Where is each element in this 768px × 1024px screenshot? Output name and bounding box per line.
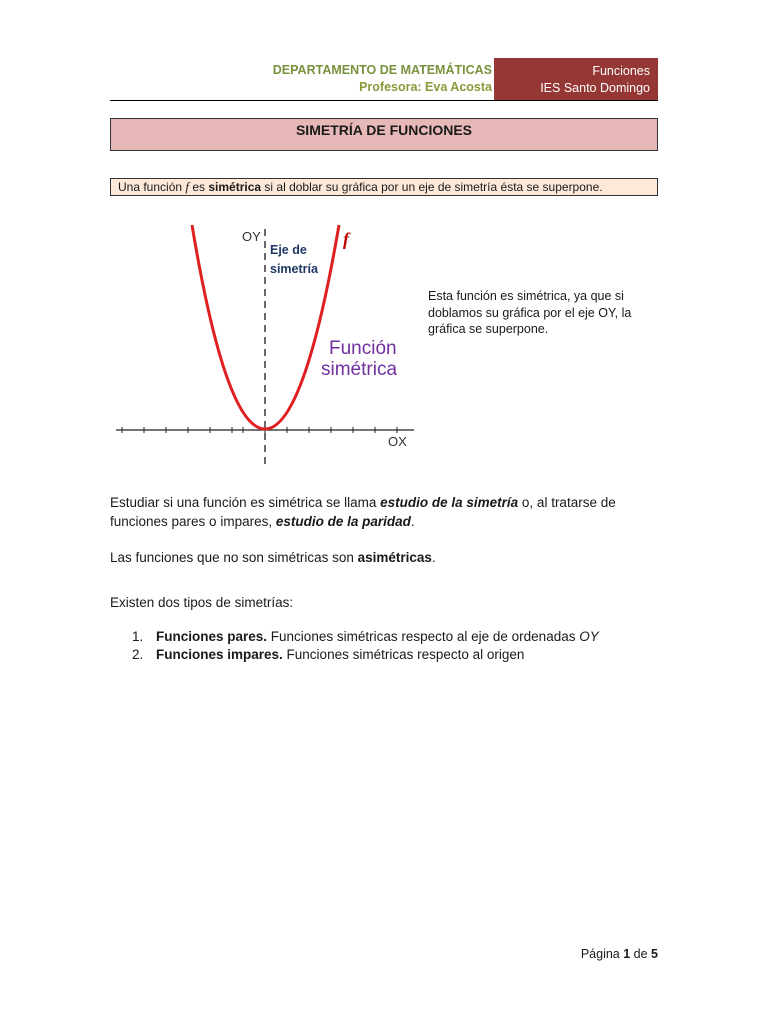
page-number-prefix: Página bbox=[580, 947, 624, 961]
paragraph2-text-2: . bbox=[431, 550, 436, 565]
page-number-total: 5 bbox=[651, 947, 658, 961]
page-number-current: 1 bbox=[623, 947, 631, 961]
school-name: IES Santo Domingo bbox=[540, 81, 650, 95]
list-item bbox=[110, 628, 658, 646]
figure-caption-line2: simétrica bbox=[321, 359, 398, 380]
list-item-text: Funciones simétricas respecto al eje de ordenadas bbox=[267, 629, 580, 644]
paragraph1-em-2: estudio de la paridad bbox=[275, 514, 411, 529]
page-number bbox=[458, 947, 658, 961]
function-variable: f bbox=[185, 179, 190, 194]
paragraph1-text-3: . bbox=[410, 514, 415, 529]
axis-of-symmetry-label-line1: Eje de bbox=[270, 243, 307, 257]
paragraph-asymmetric bbox=[110, 548, 658, 567]
paragraph2-term: asimétricas bbox=[357, 550, 432, 565]
list-item-number: 1. bbox=[132, 629, 144, 644]
definition-text-3: si al doblar su gráfica por un eje de simetría ésta se superpone. bbox=[261, 180, 603, 194]
header-divider bbox=[110, 100, 658, 101]
axis-of-symmetry-label-line2: simetría bbox=[270, 262, 318, 276]
figure-explanation: Esta función es simétrica, ya que si doblamos su gráfica por el eje OY, la gráfica se superpone. bbox=[428, 289, 632, 336]
paragraph-types-intro: Existen dos tipos de simetrías: bbox=[110, 595, 294, 610]
list-item bbox=[110, 646, 658, 664]
header-right bbox=[494, 58, 658, 100]
department-name: DEPARTAMENTO DE MATEMÁTICAS bbox=[272, 63, 492, 77]
paragraph-parity bbox=[110, 493, 658, 531]
list-item-em: OY bbox=[579, 629, 599, 644]
page-title: SIMETRÍA DE FUNCIONES bbox=[110, 118, 658, 151]
definition-term: simétrica bbox=[208, 180, 262, 194]
definition-text-1: Una función bbox=[118, 180, 186, 194]
paragraph1-em-1: estudio de la simetría bbox=[380, 495, 519, 510]
list-item-number: 2. bbox=[132, 647, 144, 662]
list-item-title: Funciones pares. bbox=[156, 629, 268, 644]
symmetric-function-figure bbox=[110, 215, 420, 470]
teacher-name: Profesora: Eva Acosta bbox=[359, 80, 492, 94]
page-number-middle: de bbox=[630, 947, 652, 961]
definition-box bbox=[110, 178, 658, 196]
paragraph1-text-1: Estudiar si una función es simétrica se llama bbox=[110, 495, 381, 510]
list-item-text: Funciones simétricas respecto al origen bbox=[282, 647, 525, 662]
x-axis-label: OX bbox=[388, 434, 407, 449]
y-axis-label: OY bbox=[242, 229, 261, 244]
definition-text-2: es bbox=[189, 180, 209, 194]
subject-name: Funciones bbox=[592, 64, 650, 78]
header-left bbox=[110, 62, 492, 96]
figure-caption-line1: Función bbox=[329, 338, 397, 359]
function-label: f bbox=[343, 229, 349, 249]
paragraph1-text-2: o, al tratarse de funciones pares o impares, bbox=[110, 495, 616, 529]
list-item-title: Funciones impares. bbox=[156, 647, 283, 662]
paragraph2-text-1: Las funciones que no son simétricas son bbox=[110, 550, 358, 565]
symmetry-types-list bbox=[110, 628, 658, 664]
